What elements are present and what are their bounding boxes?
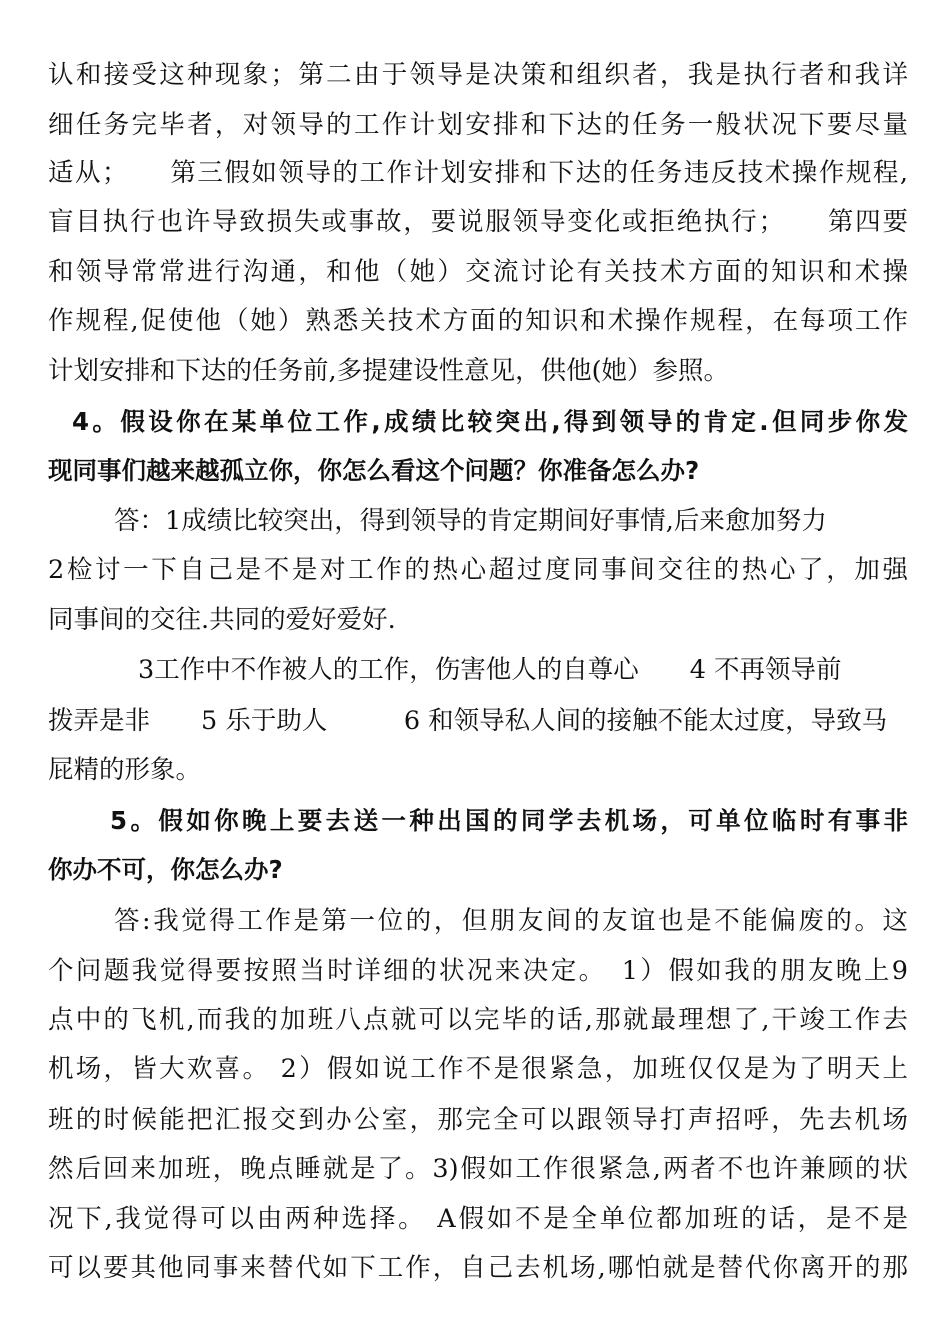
answer-line: 答:我觉得工作是第一位的，但朋友间的友谊也是不能偏废的。这 [114, 906, 908, 936]
answer-line: 2检讨一下自己是不是对工作的热心超过度同事间交往的热心了，加强 [48, 555, 908, 585]
answer-line: 屁精的形象。 [48, 755, 202, 785]
answer-line: 然后回来加班，晚点睡就是了。3)假如工作很紧急,两者不也许兼顾的状 [48, 1154, 908, 1184]
body-line: 盲目执行也许导致损失或事故，要说服领导变化或拒绝执行； 第四要 [48, 207, 908, 237]
body-line: 认和接受这种现象；第二由于领导是决策和组织者，我是执行者和我详 [48, 60, 908, 90]
answer-line: 班的时候能把汇报交到办公室，那完全可以跟领导打声招呼，先去机场 [48, 1105, 908, 1135]
body-line: 适从； 第三假如领导的工作计划安排和下达的任务违反技术操作规程, [48, 158, 908, 188]
answer-line: 机场，皆大欢喜。 2）假如说工作不是很紧急，加班仅仅是为了明天上 [48, 1054, 908, 1084]
answer-line: 拨弄是非 5 乐于助人 6 和领导私人间的接触不能太过度，导致马 [48, 706, 888, 736]
body-line: 计划安排和下达的任务前,多提建设性意见，供他(她）参照。 [48, 356, 730, 386]
answer-line: 可以要其他同事来替代如下工作，自己去机场,哪怕就是替代你离开的那 [48, 1253, 908, 1283]
question-heading: 5。假如你晚上要去送一种出国的同学去机场，可单位临时有事非 [110, 806, 908, 835]
body-line: 和领导常常进行沟通，和他（她）交流讨论有关技术方面的知识和术操 [48, 257, 908, 287]
body-line: 细任务完毕者，对领导的工作计划安排和下达的任务一般状况下要尽量 [48, 110, 908, 140]
answer-line: 答：1成绩比较突出，得到领导的肯定期间好事情,后来愈加努力 [114, 506, 827, 536]
question-heading: 你办不可，你怎么办? [48, 855, 283, 884]
answer-line: 个问题我觉得要按照当时详细的状况来决定。 1）假如我的朋友晚上9 [48, 956, 908, 986]
answer-line: 点中的飞机,而我的加班八点就可以完毕的话,那就最理想了,干竣工作去 [48, 1005, 908, 1035]
body-line: 作规程,促使他（她）熟悉关技术方面的知识和术操作规程，在每项工作 [48, 306, 908, 336]
answer-line: 3工作中不作被人的工作，伤害他人的自尊心 4 不再领导前 [138, 655, 842, 685]
answer-line: 况下,我觉得可以由两种选择。 A假如不是全单位都加班的话，是不是 [48, 1204, 908, 1234]
question-heading: 4。假设你在某单位工作,成绩比较突出,得到领导的肯定.但同步你发 [72, 407, 908, 436]
question-heading: 现同事们越来越孤立你，你怎么看这个问题？你准备怎么办? [48, 456, 700, 485]
answer-line: 同事间的交往.共同的爱好爱好. [48, 605, 396, 635]
